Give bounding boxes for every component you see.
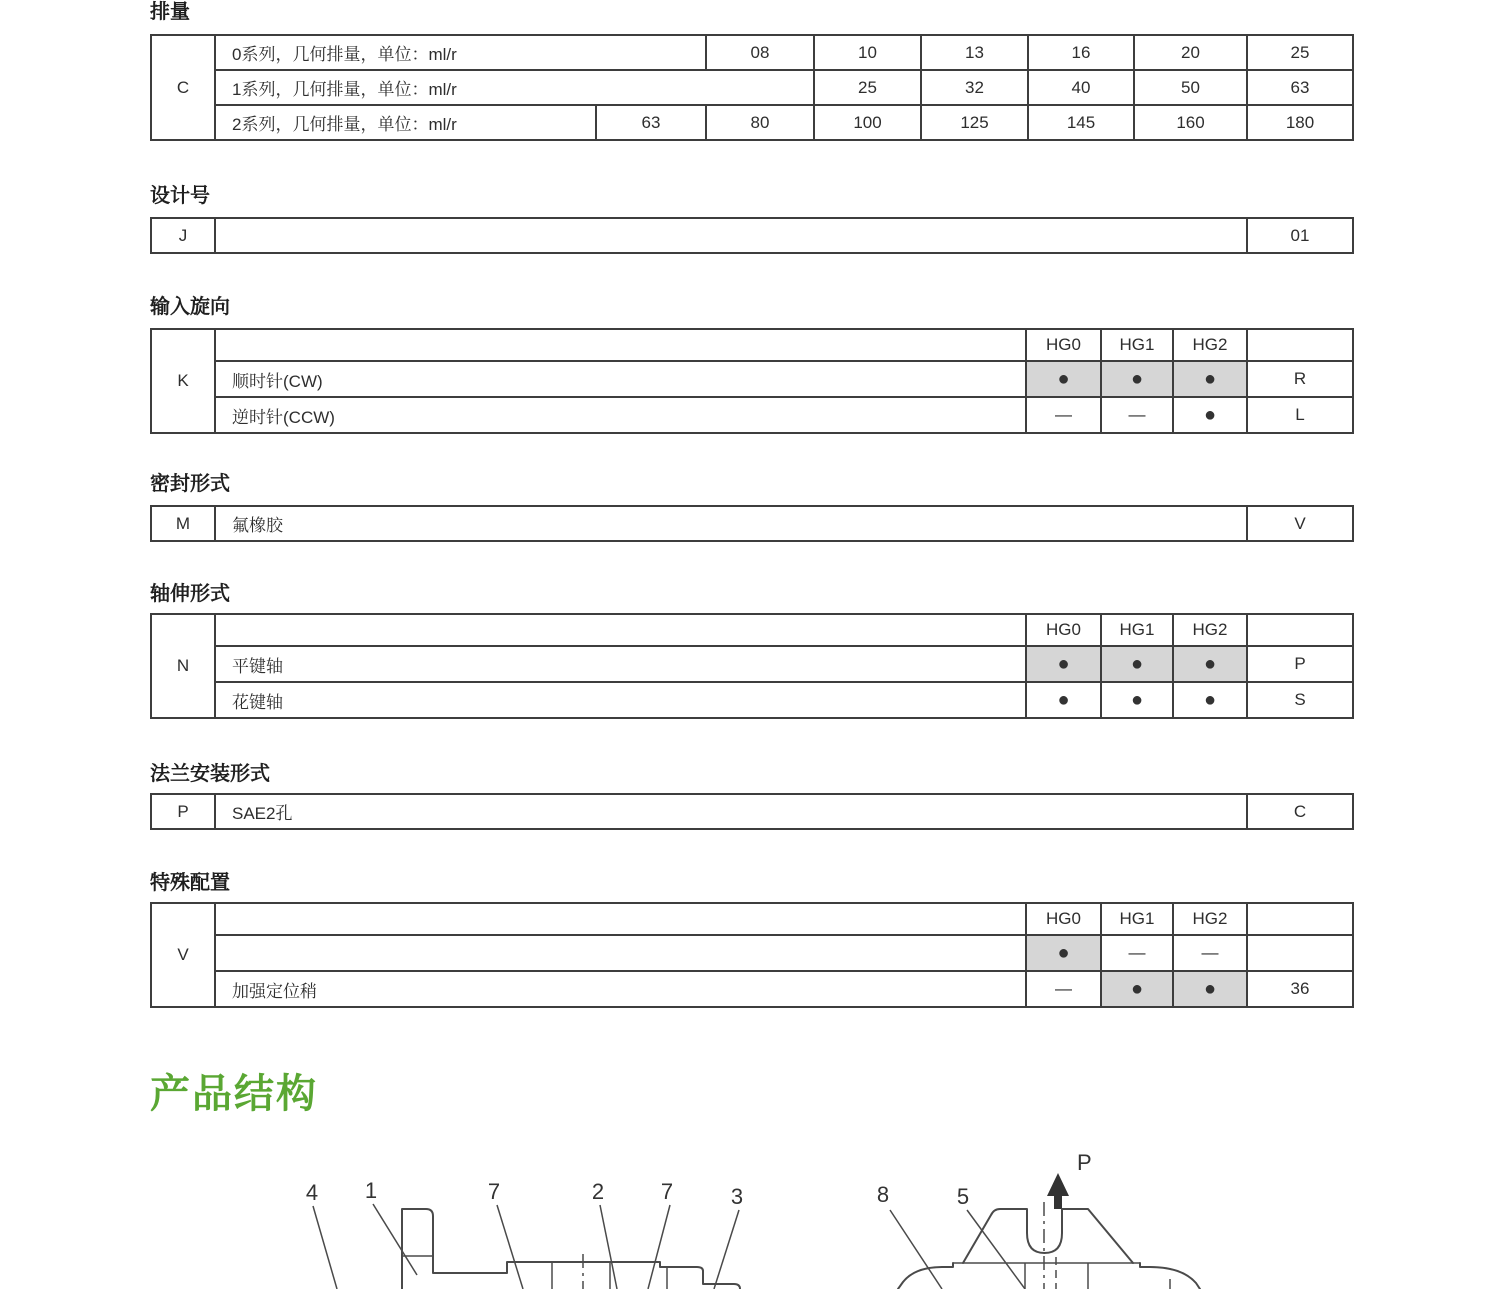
section-heading-design-number: 设计号	[150, 185, 210, 207]
code-cell: M	[151, 506, 215, 541]
blank-cell	[215, 614, 1026, 646]
column-header: HG0	[1026, 614, 1101, 646]
code-cell: N	[151, 614, 215, 718]
availability-dot-cell: ●	[1173, 682, 1247, 718]
column-header: HG2	[1173, 903, 1247, 935]
column-header: HG2	[1173, 614, 1247, 646]
label-cell: SAE2孔	[215, 794, 1247, 829]
availability-dot-cell: ●	[1026, 935, 1101, 971]
part-label-5: 5	[956, 1184, 970, 1209]
section-heading-seal: 密封形式	[150, 473, 230, 495]
table-row	[151, 105, 1353, 140]
column-header: HG0	[1026, 903, 1101, 935]
option-label-cell: 顺时针(CW)	[215, 361, 1026, 397]
option-label-cell: 逆时针(CCW)	[215, 397, 1026, 433]
value-cell: 160	[1134, 105, 1247, 140]
table-row	[151, 646, 1353, 682]
table-row	[151, 397, 1353, 433]
part-label-8: 8	[876, 1182, 890, 1207]
table-header-row	[151, 614, 1353, 646]
port-label-p: P	[1077, 1150, 1092, 1175]
left-leader-lines	[313, 1204, 739, 1289]
series-label-cell: 0系列，几何排量，单位：ml/r	[215, 35, 706, 70]
section-heading-displacement: 排量	[150, 1, 190, 23]
part-label-2: 2	[591, 1179, 605, 1204]
value-cell: R	[1247, 361, 1353, 397]
availability-dot-cell: ●	[1173, 397, 1247, 433]
series-label-cell: 1系列，几何排量，单位：ml/r	[215, 70, 814, 105]
part-label-7a: 7	[487, 1179, 501, 1204]
option-label-cell: 花键轴	[215, 682, 1026, 718]
table-row	[151, 361, 1353, 397]
availability-dot-cell: ●	[1101, 646, 1173, 682]
availability-dot-cell: ●	[1101, 682, 1173, 718]
port-flow-arrow	[1047, 1173, 1069, 1209]
value-cell: C	[1247, 794, 1353, 829]
section-heading-shaft: 轴伸形式	[150, 583, 230, 605]
code-cell: V	[151, 903, 215, 1007]
value-cell: 25	[814, 70, 921, 105]
part-label-3: 3	[730, 1184, 744, 1209]
value-cell: 63	[596, 105, 706, 140]
blank-cell	[1247, 329, 1353, 361]
availability-dot-cell: ●	[1101, 971, 1173, 1007]
value-cell: 50	[1134, 70, 1247, 105]
table-rotation	[150, 328, 1354, 434]
table-displacement	[150, 34, 1354, 141]
value-cell: 63	[1247, 70, 1353, 105]
table-header-row	[151, 903, 1353, 935]
table-row	[151, 506, 1353, 541]
table-shaft	[150, 613, 1354, 719]
blank-cell	[215, 329, 1026, 361]
left-part-labels	[306, 1178, 743, 1209]
value-cell: V	[1247, 506, 1353, 541]
blank-cell	[1247, 614, 1353, 646]
part-label-1: 1	[364, 1178, 378, 1203]
column-header: HG0	[1026, 329, 1101, 361]
availability-dot-cell: ●	[1173, 646, 1247, 682]
availability-dash-cell: —	[1101, 397, 1173, 433]
value-cell: 01	[1247, 218, 1353, 253]
series-label-cell: 2系列，几何排量，单位：ml/r	[215, 105, 596, 140]
label-cell: 氟橡胶	[215, 506, 1247, 541]
availability-dash-cell: —	[1173, 935, 1247, 971]
right-leader-lines	[890, 1210, 1025, 1289]
table-design-number	[150, 217, 1354, 254]
section-heading-special: 特殊配置	[150, 872, 230, 894]
table-row	[151, 70, 1353, 105]
value-cell: 10	[814, 35, 921, 70]
availability-dot-cell: ●	[1101, 361, 1173, 397]
part-label-7b: 7	[660, 1179, 674, 1204]
right-drawing-outline	[898, 1202, 1200, 1289]
availability-dot-cell: ●	[1026, 646, 1101, 682]
table-row	[151, 935, 1353, 971]
code-cell: P	[151, 794, 215, 829]
value-cell: 32	[921, 70, 1028, 105]
label-cell	[215, 218, 1247, 253]
table-row	[151, 218, 1353, 253]
option-label-cell: 平键轴	[215, 646, 1026, 682]
code-cell: K	[151, 329, 215, 433]
table-header-row	[151, 329, 1353, 361]
code-cell: C	[151, 35, 215, 140]
availability-dot-cell: ●	[1173, 361, 1247, 397]
product-structure-title: 产品结构	[150, 1072, 318, 1116]
column-header: HG1	[1101, 903, 1173, 935]
column-header: HG2	[1173, 329, 1247, 361]
table-row	[151, 971, 1353, 1007]
availability-dot-cell: ●	[1026, 361, 1101, 397]
value-cell: 08	[706, 35, 814, 70]
value-cell: 80	[706, 105, 814, 140]
table-row	[151, 794, 1353, 829]
table-flange	[150, 793, 1354, 830]
value-cell: 145	[1028, 105, 1134, 140]
value-cell: 100	[814, 105, 921, 140]
table-seal	[150, 505, 1354, 542]
part-label-4: 4	[305, 1180, 319, 1205]
value-cell: 13	[921, 35, 1028, 70]
table-row	[151, 35, 1353, 70]
availability-dot-cell: ●	[1026, 682, 1101, 718]
value-cell: S	[1247, 682, 1353, 718]
availability-dash-cell: —	[1026, 971, 1101, 1007]
product-structure-diagram	[250, 1140, 1400, 1289]
value-cell: P	[1247, 646, 1353, 682]
column-header: HG1	[1101, 614, 1173, 646]
option-label-cell	[215, 935, 1026, 971]
blank-cell	[1247, 903, 1353, 935]
value-cell: 25	[1247, 35, 1353, 70]
value-cell: 180	[1247, 105, 1353, 140]
availability-dot-cell: ●	[1173, 971, 1247, 1007]
table-special	[150, 902, 1354, 1008]
availability-dash-cell: —	[1101, 935, 1173, 971]
value-cell	[1247, 935, 1353, 971]
code-cell: J	[151, 218, 215, 253]
column-header: HG1	[1101, 329, 1173, 361]
value-cell: 125	[921, 105, 1028, 140]
section-heading-rotation: 输入旋向	[150, 296, 230, 318]
section-heading-flange: 法兰安装形式	[150, 763, 270, 785]
value-cell: 20	[1134, 35, 1247, 70]
left-drawing-outline	[402, 1209, 740, 1289]
table-row	[151, 682, 1353, 718]
value-cell: 36	[1247, 971, 1353, 1007]
value-cell: 40	[1028, 70, 1134, 105]
value-cell: L	[1247, 397, 1353, 433]
value-cell: 16	[1028, 35, 1134, 70]
blank-cell	[215, 903, 1026, 935]
availability-dash-cell: —	[1026, 397, 1101, 433]
option-label-cell: 加强定位稍	[215, 971, 1026, 1007]
